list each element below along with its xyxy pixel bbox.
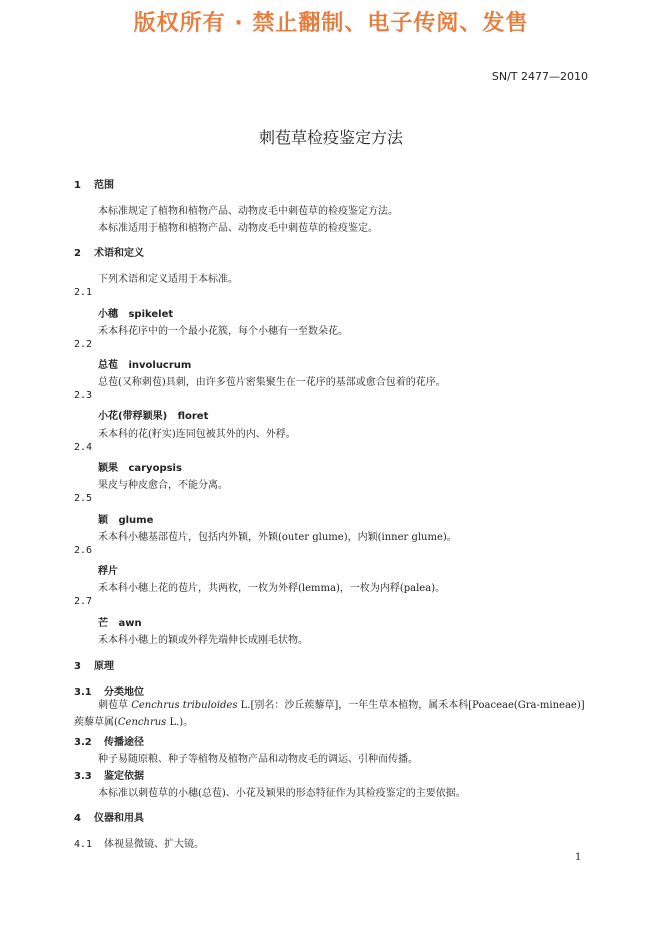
term-zh: 颖 xyxy=(98,515,108,526)
subsection-number: 3.1 xyxy=(74,687,92,698)
section-title: 仪器和用具 xyxy=(94,813,144,824)
term-definition: 禾本科花序中的一个最小花簇，每个小穗有一至数朵花。 xyxy=(98,326,348,337)
term-number: 2.5 xyxy=(74,493,93,504)
term-heading xyxy=(98,305,173,320)
section-2-heading xyxy=(74,244,144,259)
term-zh: 小穗 xyxy=(98,309,118,320)
term-definition: 果皮与种皮愈合，不能分离。 xyxy=(98,480,228,491)
section-number: 1 xyxy=(74,180,81,191)
document-title: 刺苞草检疫鉴定方法 xyxy=(258,128,403,147)
section-number: 4 xyxy=(74,813,81,824)
paragraph: 种子易随原粮、种子等植物及植物产品和动物皮毛的调运、引种而传播。 xyxy=(98,754,418,765)
subsection-text: 体视显微镜、扩大镜。 xyxy=(104,839,204,850)
subsection-heading xyxy=(74,733,144,748)
term-number: 2.2 xyxy=(74,339,93,350)
term-number: 2.7 xyxy=(74,596,93,607)
subsection-title: 分类地位 xyxy=(104,687,144,698)
term-definition: 禾本科的花(籽实)连同包被其外的内、外稃。 xyxy=(98,429,296,440)
term-number: 2.3 xyxy=(74,390,93,401)
term-number: 2.4 xyxy=(74,442,93,453)
text-run: 刺苞草 xyxy=(98,700,132,711)
standard-number: SN/T 2477—2010 xyxy=(491,70,588,83)
term-heading xyxy=(98,459,182,474)
section-4-heading xyxy=(74,809,144,824)
term-definition: 禾本科小穗上的颖或外稃先端伸长成刚毛状物。 xyxy=(98,635,308,646)
subsection-heading xyxy=(74,767,144,782)
section-3-heading xyxy=(74,657,114,672)
page-number: 1 xyxy=(575,852,582,863)
section-1-heading xyxy=(74,176,114,191)
term-zh: 芒 xyxy=(98,618,108,629)
term-definition: 禾本科小穗基部苞片，包括内外颖，外颖(outer glume)，内颖(inner glume)。 xyxy=(98,532,457,543)
term-en: floret xyxy=(177,411,209,422)
subsection-heading xyxy=(74,683,144,698)
term-heading xyxy=(98,511,153,526)
term-en: glume xyxy=(118,515,154,526)
term-number: 2.6 xyxy=(74,545,93,556)
subsection-number: 3.3 xyxy=(74,771,92,782)
subsection-number: 4.1 xyxy=(74,839,93,850)
term-definition: 总苞(又称刺苞)具刺，由许多苞片密集聚生在一花序的基部或愈合包着的花序。 xyxy=(98,377,446,388)
section-number: 2 xyxy=(74,248,81,259)
paragraph: 本标准以刺苞草的小穗(总苞)、小花及颖果的形态特征作为其检疫鉴定的主要依据。 xyxy=(98,788,466,799)
subsection-title: 传播途径 xyxy=(104,737,144,748)
term-heading xyxy=(98,407,208,422)
term-zh: 小花(带稃颖果) xyxy=(98,411,168,422)
text-run: L.[别名：沙丘蒺藜草]，一年生草本植物，属禾本科[Poaceae(Gra-mineae)]蒺藜草属( xyxy=(74,700,585,728)
term-en: spikelet xyxy=(128,309,174,320)
subsection-line xyxy=(74,835,204,850)
term-heading xyxy=(98,614,142,629)
section-number: 3 xyxy=(74,661,81,672)
section-title: 术语和定义 xyxy=(94,248,144,259)
paragraph xyxy=(74,697,588,731)
term-en: caryopsis xyxy=(128,463,182,474)
subsection-title: 鉴定依据 xyxy=(104,771,144,782)
section-title: 范围 xyxy=(94,180,114,191)
section-title: 原理 xyxy=(94,661,114,672)
term-heading xyxy=(98,356,191,371)
term-number: 2.1 xyxy=(74,287,93,298)
paragraph: 本标准适用于植物和植物产品、动物皮毛中刺苞草的检疫鉴定。 xyxy=(98,223,378,234)
term-zh: 总苞 xyxy=(98,360,118,371)
genus-name: Cenchrus xyxy=(117,717,167,728)
term-en: involucrum xyxy=(128,360,192,371)
term-definition: 禾本科小穗上花的苞片，共两枚，一枚为外稃(lemma)，一枚为内稃(palea)。 xyxy=(98,583,446,594)
watermark: 版权所有 · 禁止翻制、电子传阅、发售 xyxy=(133,11,529,36)
paragraph: 下列术语和定义适用于本标准。 xyxy=(98,274,238,285)
species-name: Cenchrus tribuloides xyxy=(131,700,238,711)
text-run: L.)。 xyxy=(166,717,194,728)
term-zh: 颖果 xyxy=(98,463,118,474)
term-zh: 稃片 xyxy=(98,566,118,577)
term-heading xyxy=(98,562,118,577)
term-en: awn xyxy=(118,618,142,629)
subsection-number: 3.2 xyxy=(74,737,92,748)
paragraph: 本标准规定了植物和植物产品、动物皮毛中刺苞草的检疫鉴定方法。 xyxy=(98,206,398,217)
